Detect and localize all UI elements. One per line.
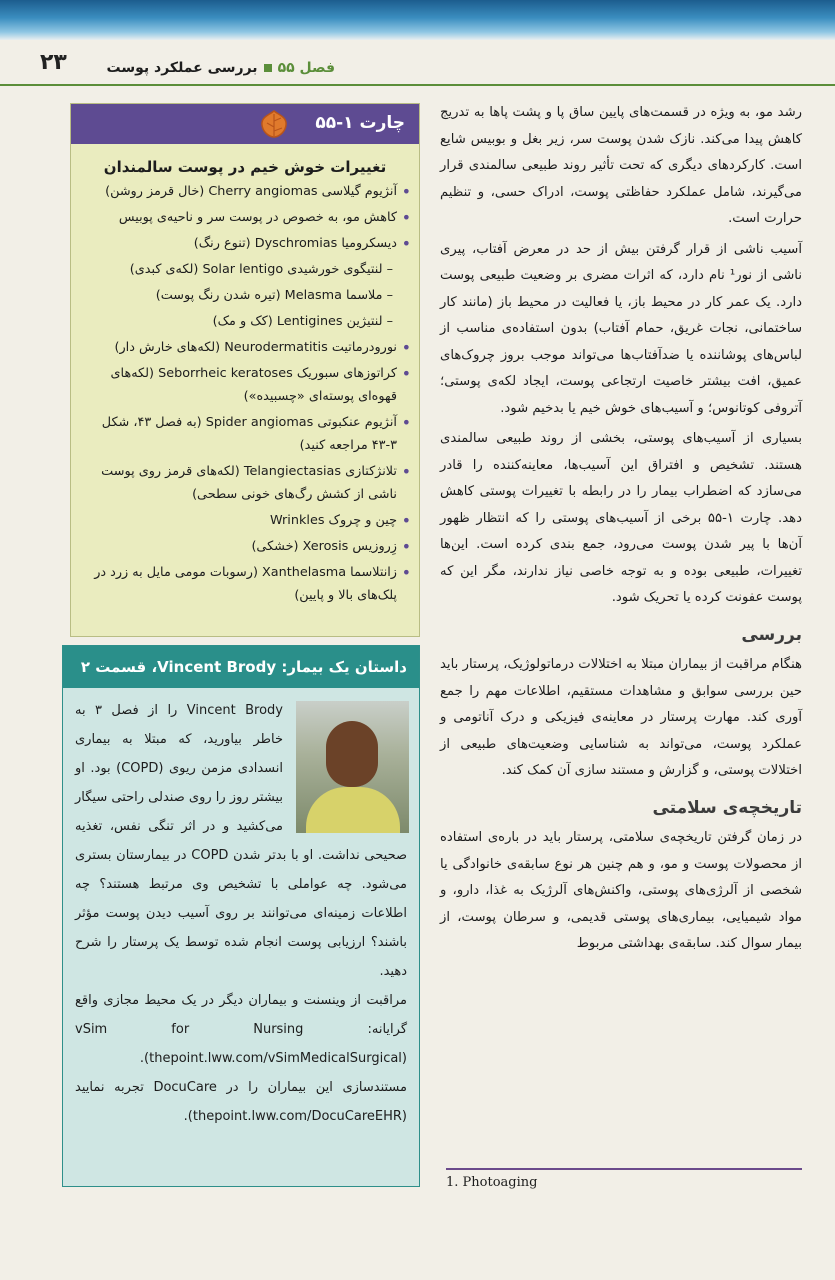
story-link-paragraph[interactable]: مراقبت از وینسنت و بیماران دیگر در یک محیط مجازی واقع گرایانه: vSim for Nursing (thepoint.lww.com/vSimMedicalSurgical). مستندسازی این بیماران را در DocuCare تجربه نمایید (thepoint.lww.com/DocuCareEHR).: [75, 993, 408, 1124]
chart-label: چارت ۱-۵۵: [315, 113, 405, 133]
story-title: داستان یک بیمار: Vincent Brody، قسمت ۲: [63, 646, 419, 688]
page-header: [0, 40, 835, 86]
patient-photo: [296, 701, 409, 833]
shirt-shape: [306, 787, 400, 833]
chart-subitem: – ملاسما Melasma (تیره شدن رنگ پوست): [155, 288, 393, 303]
section-heading: تاریخچه‌ی سلامتی: [652, 797, 802, 818]
paragraph: بسیاری از آسیب‌های پوستی، بخشی از روند طبیعی سالمندی هستند. تشخیص و افتراق این آسیب‌ها، معاینه‌کننده را قادر می‌سازد که اضطراب بیمار را در رابطه با تغییرات پوستی کاهش دهد. چارت ۱-۵۵ برخی از آسیب‌های پوستی را که انتظار ظهور آن‌ها با پیر شدن پوست می‌رود، جمع بندی کرده است. این‌ها تغییرات، طبیعی بوده و به توجه خاصی نیاز ندارند، مگر این که پوست عفونت کرده یا تحریک شود.: [440, 431, 802, 605]
chart-item: • تلانژکتازی Telangiectasias (لکه‌های قرمز روی پوست ناشی از کشش رگ‌های خونی سطحی): [81, 460, 397, 506]
chart-item: • کراتوزهای سبوریک Seborrheic keratoses (لکه‌های قهوه‌ای پوسته‌ای «چسبیده»): [81, 362, 397, 408]
face-shape: [326, 721, 378, 787]
chart-item: • نورودرماتیت Neurodermatitis (لکه‌های خارش دار): [81, 336, 397, 359]
footnote-divider: [446, 1168, 802, 1170]
footnote: 1. Photoaging: [446, 1175, 538, 1190]
chapter-title: بررسی عملکرد پوست: [106, 60, 258, 76]
paragraph: در زمان گرفتن تاریخچه‌ی سلامتی، پرستار باید در باره‌ی استفاده از محصولات پوست و مو، و هم چنین هر نوع سابقه‌ی خانوادگی یا شخصی از آلرژی‌های پوستی، واکنش‌های آلرژیک به غذا، دارو، و مواد شیمیایی، بیماری‌های پوستی قدیمی، و سرطان پوست، از بیمار سوال کند. سابقه‌ی بهداشتی مربوط: [440, 830, 802, 951]
chart-item: • آنژیوم عنکبوتی Spider angiomas (به فصل ۴۳، شکل ۳-۴۳ مراجعه کنید): [81, 411, 397, 457]
chart-item: • چین و چروک Wrinkles: [81, 509, 397, 532]
section-heading: بررسی: [741, 624, 802, 645]
paragraph: آسیب ناشی از قرار گرفتن بیش از حد در معرض آفتاب، پیری ناشی از نور¹ نام دارد، که اثرات مضری بر وضعیت طبیعی پوست دارد. یک عمر کار در محیط باز، یا فعالیت در محیط باز (مانند کار ساختمانی، نجات غریق، حمام آفتاب) بدون استفاده‌ی مناسب از لباس‌های پوشاننده یا ضدآفتاب‌ها می‌تواند موجب بروز چروک‌های عمیق، افت بیشتر خاصیت ارتجاعی پوست، ایجاد لکه‌ی پوستی؛ آتروفی کوتانوس؛ و آسیب‌های خوش خیم یا بدخیم شود.: [440, 241, 802, 416]
chart-subitem: – لنتیگوی خورشیدی Solar lentigo (لکه‌ی کبدی): [129, 262, 393, 277]
chart-item: • آنژیوم گیلاسی Cherry angiomas (خال قرمز روشن): [81, 180, 397, 203]
running-head: [107, 60, 335, 76]
paragraph: رشد مو، به ویژه در قسمت‌های پایین ساق پا و پشت پاها به تدریج کاهش پیدا می‌کند. نازک شدن پوست سر، زیر بغل و بوبیس شایع است. کارکردهای دیگری که تحت تأثیر روند طبیعی سالمندی قرار می‌گیرند، شامل عملکرد حفاظتی پوست، ادراک حسی، و تنظیم حرارت است.: [440, 105, 802, 226]
chart-subitem: – لنتیژین Lentigines (کک و مک): [212, 314, 393, 329]
chart-item: • کاهش مو، به خصوص در پوست سر و ناحیه‌ی پوبیس: [81, 206, 397, 229]
paragraph: هنگام مراقبت از بیماران مبتلا به اختلالات درماتولوژیک، پرستار باید حین بررسی سوابق و مشاهدات مستقیم، اطلاعات مهم را جمع آوری کند. مهارت پرستار در معاینه‌ی فیزیکی و درک آناتومی و عملکرد پوست، می‌تواند به شناسایی وضعیت‌های طبیعی از اختلالات پوستی، و گزارش و مستند سازی آن کمک کند.: [440, 657, 802, 778]
chart-box: [70, 103, 420, 637]
chart-item: • زِروزیس Xerosis (خشکی): [81, 535, 397, 558]
chart-list: [71, 180, 419, 607]
chapter-label: فصل ۵۵: [277, 60, 335, 76]
story-paragraph: Vincent Brody را از فصل ۳ به خاطر بیاورید، که مبتلا به بیماری انسدادی مزمن ریوی (COPD) بود. او بیشتر روز را روی صندلی راحتی سیگار می‌کشید و در اثر تنگی نفس، تغذیه صحیحی نداشت. او با بدتر شدن COPD در بیمارستان بستری می‌شود. چه عواملی با تشخیص وی مرتبط هستند؟ چه اطلاعات زمینه‌ای می‌توانند بر روی آسیب دیدن پوست مؤثر باشند؟ ارزیابی پوست انجام شده توسط یک پرستار را شرح دهید.: [75, 703, 407, 979]
main-column: [440, 100, 802, 962]
square-icon: [264, 64, 272, 72]
chart-item: • زانتلاسما Xanthelasma (رسوبات مومی مایل به زرد در پلک‌های بالا و پایین): [81, 561, 397, 607]
chart-title: تغییرات خوش خیم در پوست سالمندان: [103, 158, 387, 176]
chart-header: [71, 104, 419, 144]
patient-story-box: [62, 645, 420, 1187]
top-decorative-band: [0, 0, 835, 40]
chart-item: • دیسکرومیا Dyschromias (تنوع رنگ): [81, 232, 397, 255]
leaf-icon: [259, 109, 289, 139]
page-number: ۲۳: [40, 50, 67, 75]
